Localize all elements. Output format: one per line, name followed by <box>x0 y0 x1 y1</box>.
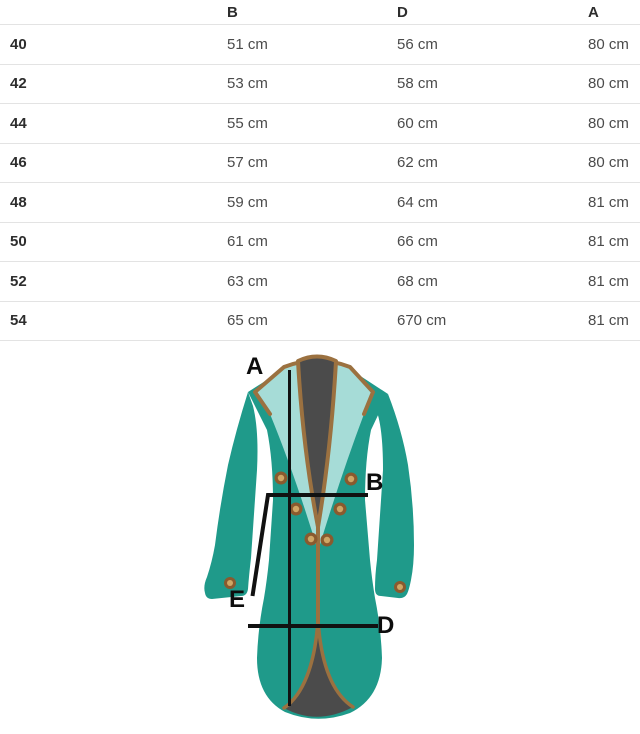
measurement-label-b: B <box>366 469 384 496</box>
value-cell-b: 59 cm <box>227 193 268 211</box>
value-cell-d: 64 cm <box>397 193 438 211</box>
value-cell-a: 80 cm <box>588 114 629 132</box>
measurement-label-d: D <box>377 612 395 639</box>
measurement-label-e: E <box>229 586 246 613</box>
value-cell-a: 81 cm <box>588 312 629 330</box>
size-cell: 46 <box>10 154 27 172</box>
value-cell-b: 57 cm <box>227 154 268 172</box>
value-cell-a: 81 cm <box>588 272 629 290</box>
value-cell-d: 60 cm <box>397 114 438 132</box>
value-cell-d: 66 cm <box>397 233 438 251</box>
size-cell: 52 <box>10 272 27 290</box>
value-cell-b: 63 cm <box>227 272 268 290</box>
measurement-label-a: A <box>246 353 264 380</box>
value-cell-d: 670 cm <box>397 312 447 330</box>
jacket-button-center <box>337 506 343 512</box>
header-a: A <box>588 3 599 21</box>
header-d: D <box>397 3 408 21</box>
size-cell: 54 <box>10 312 27 330</box>
size-cell: 40 <box>10 35 27 53</box>
value-cell-b: 55 cm <box>227 114 268 132</box>
value-cell-d: 56 cm <box>397 35 438 53</box>
jacket-button-center <box>324 537 330 543</box>
value-cell-a: 80 cm <box>588 35 629 53</box>
header-b: B <box>227 3 238 21</box>
jacket-button-center <box>278 475 284 481</box>
value-cell-b: 53 cm <box>227 75 268 93</box>
value-cell-a: 80 cm <box>588 154 629 172</box>
size-cell: 48 <box>10 193 27 211</box>
size-cell: 42 <box>10 75 27 93</box>
value-cell-b: 65 cm <box>227 312 268 330</box>
coat-right-sleeve <box>375 394 414 598</box>
size-cell: 44 <box>10 114 27 132</box>
jacket-button-center <box>308 536 314 542</box>
value-cell-d: 62 cm <box>397 154 438 172</box>
value-cell-b: 61 cm <box>227 233 268 251</box>
value-cell-a: 80 cm <box>588 75 629 93</box>
coat-left-sleeve <box>204 392 257 599</box>
value-cell-d: 68 cm <box>397 272 438 290</box>
value-cell-d: 58 cm <box>397 75 438 93</box>
jacket-button-center <box>293 506 299 512</box>
jacket-button-center <box>348 476 354 482</box>
value-cell-b: 51 cm <box>227 35 268 53</box>
value-cell-a: 81 cm <box>588 233 629 251</box>
cuff-button-center <box>397 584 403 590</box>
value-cell-a: 81 cm <box>588 193 629 211</box>
size-cell: 50 <box>10 233 27 251</box>
